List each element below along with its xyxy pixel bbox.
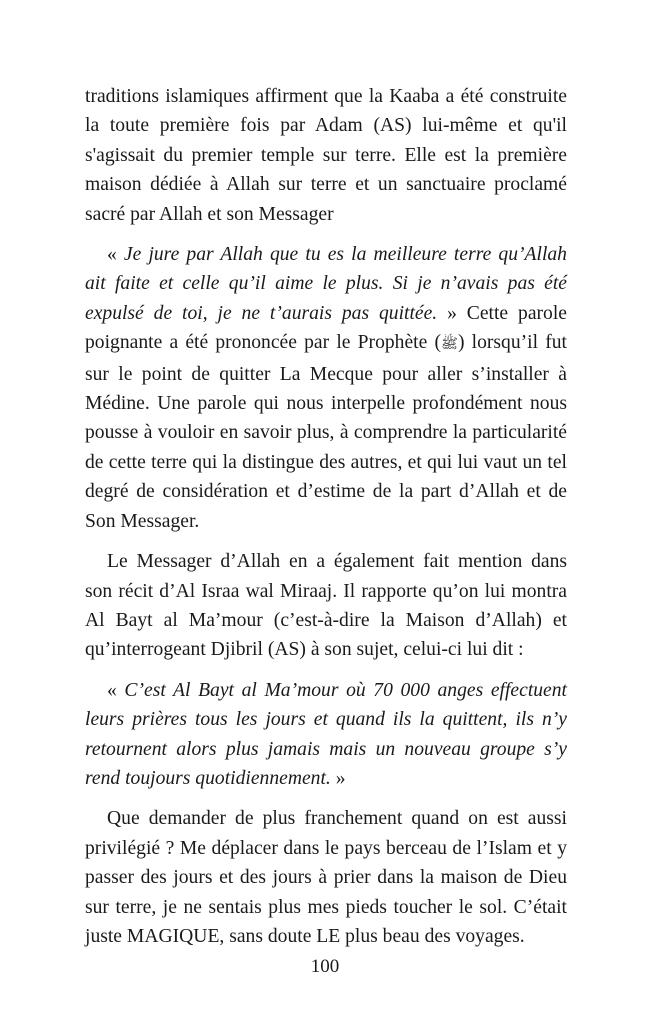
- prophet-quote-italic: Je jure par Allah que tu es la meilleure terre qu’Allah ait faite et celle qu’il aime le plus. Si je n’avais pas été expulsé de toi, je ne t’aurais pas quittée.: [85, 244, 567, 324]
- closing-guillemet: »: [330, 767, 346, 789]
- paragraph-personal-reflection: Que demander de plus franchement quand on est aussi privilégié ? Me déplacer dans le pays berceau de l’Islam et y passer des jours et des jours à prier dans la maison de Dieu sur terre, je ne sentais plus mes pieds toucher le sol. C’était juste MAGIQUE, sans doute LE plus beau des voyages.: [85, 808, 567, 947]
- paragraph-djibril-quote: [85, 676, 567, 794]
- quote-continuation-end: ) lorsqu’il fut sur le point de quitter La Mecque pour aller s’installer à Médine. Une parole qui nous interpelle profondément nous pousse à vouloir en savoir plus, à comprendre la particularité de cette terre qui la distingue des autres, et qui lui vaut un tel degré de considération et d’estime de la part d’Allah et de Son Messager.: [85, 332, 567, 532]
- opening-guillemet-2: «: [107, 679, 125, 701]
- paragraph-prophet-quote: [85, 240, 567, 536]
- paragraph-israa-miraaj: Le Messager d’Allah en a également fait mention dans son récit d’Al Israa wal Miraaj. Il rapporte qu’on lui montra Al Bayt al Ma’mour (c’est-à-dire la Maison d’Allah) et qu’interrogeant Djibril (AS) à son sujet, celui-ci lui dit :: [85, 551, 567, 661]
- salutation-glyph: ﷺ: [441, 337, 458, 353]
- paragraph-kaaba-tradition: traditions islamiques affirment que la Kaaba a été construite la toute première fois par Adam (AS) lui-même et qu'il s'agissait du premier temple sur terre. Elle est la première maison dédiée à Allah sur terre et un sanctuaire proclamé sacré par Allah et son Messager: [85, 86, 567, 225]
- djibril-quote-italic: C’est Al Bayt al Ma’mour où 70 000 anges effectuent leurs prières tous les jours et quand ils la quittent, ils n’y retournent alors plus jamais mais un nouveau groupe s’y rend toujours quotidiennement.: [85, 679, 567, 789]
- page-body: [85, 82, 567, 962]
- page-number: 100: [310, 956, 340, 977]
- opening-guillemet: «: [107, 244, 124, 266]
- quote-continuation: » Cette parole poignante a été prononcée par le Prophète (: [85, 302, 567, 354]
